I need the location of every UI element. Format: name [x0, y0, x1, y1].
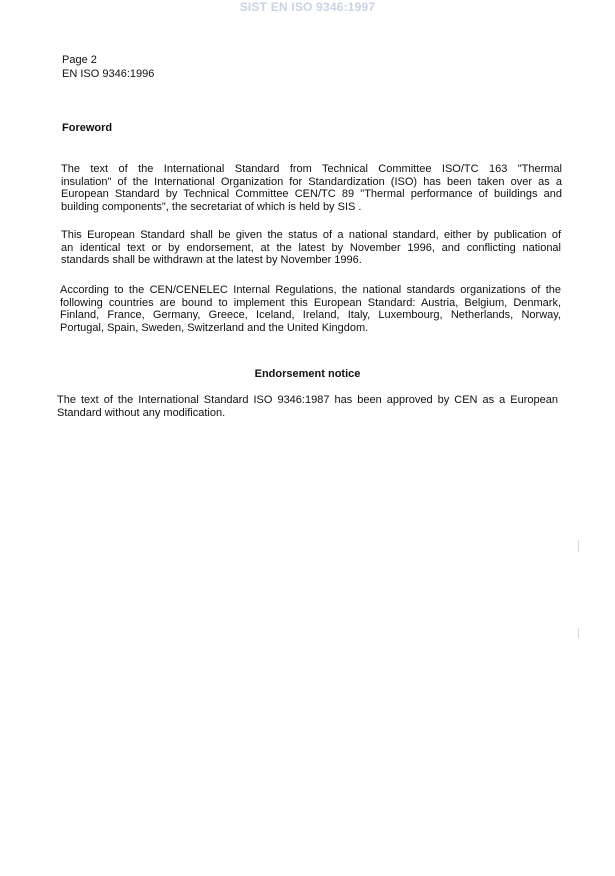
watermark: SIST EN ISO 9346:1997 — [239, 0, 376, 14]
foreword-paragraph-3 — [60, 284, 561, 334]
page-header — [62, 53, 154, 81]
text-line: building components", the secretariat of which is held by SIS . — [61, 200, 362, 213]
text-line: According to the CEN/CENELEC Internal Regulations, the national standards organizations of the — [60, 284, 561, 296]
endorsement-paragraph — [57, 394, 558, 419]
standard-reference: EN ISO 9346:1996 — [62, 68, 155, 80]
text-line: following countries are bound to implement this European Standard: Austria, Belgium, Denmark, — [60, 296, 561, 309]
text-line: Finland, France, Germany, Greece, Iceland, Ireland, Italy, Luxembourg, Netherlands, Norway, — [60, 309, 561, 321]
text-line: Portugal, Spain, Sweden, Switzerland and the United Kingdom. — [60, 321, 369, 334]
text-line: European Standard by Technical Committee CEN/TC 89 "Thermal performance of buildings and — [61, 188, 562, 200]
foreword-paragraph-2 — [61, 229, 561, 267]
text-line: standards shall be withdrawn at the latest by November 1996. — [61, 254, 362, 266]
text-line: The text of the International Standard ISO 9346:1987 has been approved by CEN as a European — [57, 394, 558, 406]
foreword-heading: Foreword — [62, 122, 113, 134]
text-line: Standard without any modification. — [57, 406, 226, 419]
text-line: an identical text or by endorsement, at the latest by November 1996, and conflicting national — [61, 241, 561, 254]
scan-mark — [578, 628, 579, 638]
foreword-paragraph-1 — [61, 163, 562, 213]
text-line: The text of the International Standard from Technical Committee ISO/TC 163 "Thermal — [61, 163, 562, 175]
text-line: insulation" of the International Organization for Standardization (ISO) has been taken over as a — [61, 175, 562, 188]
page-number: Page 2 — [62, 54, 97, 66]
text-line: This European Standard shall be given the status of a national standard, either by publication of — [61, 229, 561, 241]
scan-mark — [578, 540, 579, 552]
endorsement-heading: Endorsement notice — [254, 368, 361, 380]
